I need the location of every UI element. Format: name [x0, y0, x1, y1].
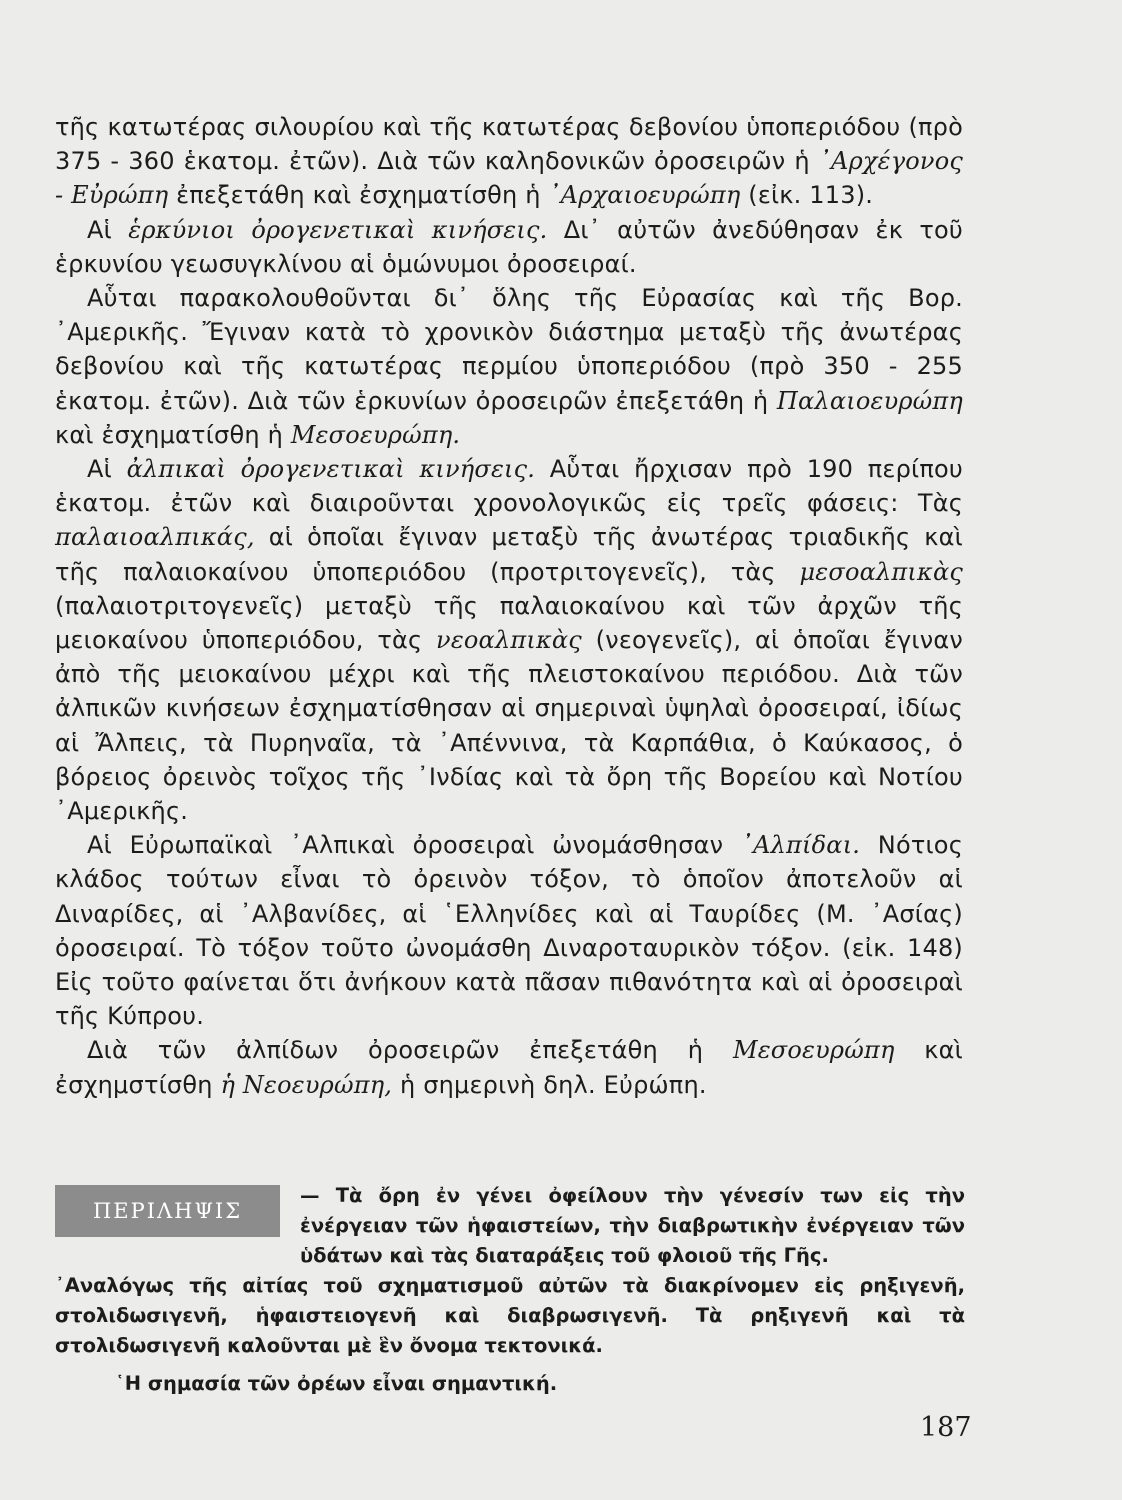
italic-term: Μεσοευρώπη — [732, 1036, 895, 1065]
paragraph — [55, 828, 963, 1033]
summary-intro: — Τὰ ὄρη ἐν γένει ὀφείλουν τὴν γένεσίν των εἰς τὴν ἐνέργειαν τῶν ἡφαιστείων, τὴν διαβρωτικὴν ἐνέργειαν τῶν ὑδάτων καὶ τὰς διαταράξεις τοῦ φλοιοῦ τῆς Γῆς. — [300, 1184, 965, 1267]
italic-term: μεσοαλπικὰς — [799, 557, 963, 586]
text-run: (νεογενεῖς), αἱ ὁποῖαι ἔγιναν ἀπὸ τῆς μειοκαίνου μέχρι καὶ τῆς πλειστοκαίνου περιόδου. Διὰ τῶν ἀλπικῶν κινήσεων ἐσχηματίσθησαν αἱ σημεριναὶ ὑψηλαὶ ὀροσειραί, ἰδίως αἱ Ἄλπεις, τὰ Πυρηναῖα, τὰ ᾿Απέννινα, τὰ Καρπάθια, ὁ Καύκασος, ὁ βόρειος ὀρεινὸς τοῖχος τῆς ᾿Ινδίας καὶ τὰ ὄρη τῆς Βορείου καὶ Νοτίου ᾿Αμερικῆς. — [55, 626, 963, 826]
text-run: ἡ σημερινὴ δηλ. Εὐρώπη. — [392, 1070, 707, 1099]
italic-term: ᾿Αλπίδαι. — [740, 831, 861, 860]
text-run: Δι᾿ αὐτῶν ἀνεδύθησαν ἐκ τοῦ ἑρκυνίου γεωσυγκλίνου αἱ ὁμώνυμοι ὀροσειραί. — [55, 215, 963, 278]
text-run: Νότιος κλάδος τούτων εἶναι τὸ ὀρεινὸν τόξον, τὸ ὁποῖον ἀποτελοῦν αἱ Διναρίδες, αἱ ᾿Αλβανίδες, αἱ ῾Ελληνίδες καὶ αἱ Ταυρίδες (Μ. ᾿Ασίας) ὀροσειραί. Τὸ τόξον τοῦτο ὠνομάσθη Διναροταυρικὸν τόξον. (εἰκ. 148) Εἰς τοῦτο φαίνεται ὅτι ἀνήκουν κατὰ πᾶσαν πιθανότητα καὶ αἱ ὀροσειραὶ τῆς Κύπρου. — [55, 831, 963, 1031]
paragraph — [55, 110, 963, 213]
italic-term: ᾿Αρχαιοευρώπη — [548, 181, 741, 210]
text-run: (εἰκ. 113). — [740, 181, 874, 210]
italic-term: ἑρκύνιοι ὀρογενετικαὶ κινήσεις. — [128, 215, 548, 244]
text-run: Αὗται ἤρχισαν πρὸ 190 περίπου ἑκατομ. ἐτῶν καὶ διαιροῦνται χρονολογικῶς εἰς τρεῖς φάσεις: Τὰς — [55, 455, 963, 518]
italic-term: ἀλπικαὶ ὀρογενετικαὶ κινήσεις. — [126, 455, 536, 484]
text-run: Αὗται παρακολουθοῦνται δι᾿ ὅλης τῆς Εὐρασίας καὶ τῆς Βορ. ᾿Αμερικῆς. Ἔγιναν κατὰ τὸ χρονικὸν διάστημα μεταξὺ τῆς ἀνωτέρας δεβονίου καὶ τῆς κατωτέρας περμίου ὑποπεριόδου (πρὸ 350 - 255 ἑκατομ. ἐτῶν). Διὰ τῶν ἑρκυνίων ὀροσειρῶν ἐπεξετάθη ἡ — [55, 284, 963, 415]
text-run: τῆς κατωτέρας σιλουρίου καὶ τῆς κατωτέρας δεβονίου ὑποπεριόδου (πρὸ 375 - 360 ἑκατομ. ἐτῶν). Διὰ τῶν καληδονικῶν ὀροσειρῶν ἡ — [55, 113, 963, 176]
italic-term: Μεσοευρώπη. — [290, 420, 461, 449]
italic-term: Παλαιοευρώπη — [776, 386, 963, 415]
text-run: Αἱ Εὐρωπαϊκαὶ ᾿Αλπικαὶ ὀροσειραὶ ὠνομάσθησαν — [87, 831, 741, 860]
paragraph — [55, 1033, 963, 1101]
text-run: Αἱ — [87, 455, 127, 484]
text-run: ἐπεξετάθη καὶ ἐσχηματίσθη ἡ — [168, 181, 549, 210]
italic-term: ᾿Αρχέγονος - Εὐρώπη — [55, 147, 963, 210]
text-run: αἱ ὁποῖαι ἔγιναν μεταξὺ τῆς ἀνωτέρας τριαδικῆς καὶ τῆς παλαιοκαίνου ὑποπεριόδου (προτριτογενεῖς), τὰς — [55, 523, 963, 586]
paragraph — [55, 452, 963, 828]
summary-section — [55, 1181, 965, 1399]
italic-term: παλαιοαλπικάς, — [55, 523, 255, 552]
italic-term: ἡ Νεοευρώπη, — [220, 1070, 393, 1099]
text-run: καὶ ἐσχηματίσθη ἡ — [55, 420, 291, 449]
text-run: Διὰ τῶν ἀλπίδων ὀροσειρῶν ἐπεξετάθη ἡ — [87, 1036, 733, 1065]
summary-closing: ῾Η σημασία τῶν ὀρέων εἶναι σημαντική. — [115, 1372, 558, 1395]
paragraph — [55, 213, 963, 281]
text-run: καὶ ἐσχημστίσθη — [55, 1036, 963, 1099]
paragraph — [55, 281, 963, 452]
summary-label: ΠΕΡΙΛΗΨΙΣ — [55, 1185, 280, 1237]
text-run: (παλαιοτριτογενεῖς) μεταξὺ τῆς παλαιοκαίνου καὶ τῶν ἀρχῶν τῆς μειοκαίνου ὑποπεριόδου, τὰς — [55, 591, 963, 655]
page-number: 187 — [920, 1412, 972, 1443]
text-run: Αἱ — [87, 215, 129, 244]
summary-text: ᾿Αναλόγως τῆς αἰτίας τοῦ σχηματισμοῦ αὐτῶν τὰ διακρίνομεν εἰς ρηξιγενῆ, στολιδωσιγενῆ, ἡφαιστειογενῆ καὶ διαβρωσιγενῆ. Τὰ ρηξιγενῆ καὶ τὰ στολιδωσιγενῆ καλοῦνται μὲ ἓν ὄνομα τεκτονικά. — [55, 1274, 965, 1357]
italic-term: νεοαλπικὰς — [436, 626, 582, 655]
body-text — [55, 110, 963, 1102]
